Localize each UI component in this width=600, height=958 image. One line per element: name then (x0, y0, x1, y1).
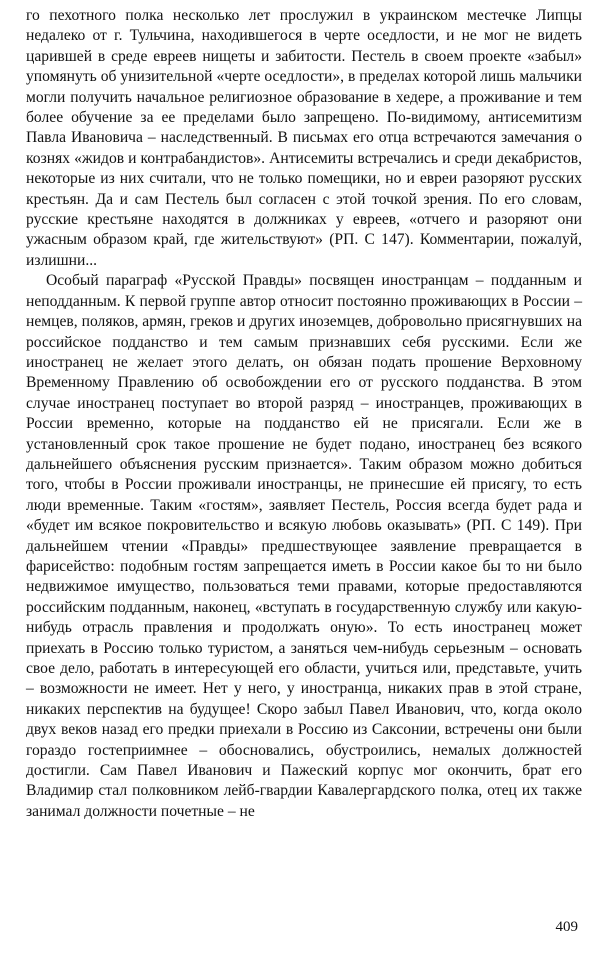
page-body (26, 6, 582, 822)
paragraph-1: го пехотного полка несколько лет прослужил в украинском местечке Липцы недалеко от г. Тульчина, находившегося в черте оседлости, и не мог не видеть царившей в среде евреев нищеты и забитости. Пестель в своем проекте «забыл» упомянуть об унизительной «черте оседлости», в пределах которой лишь мальчики могли получить начальное религиозное образование в хедере, а проживание и тем более обучение за ее пределами было запрещено. По-видимому, антисемитизм Павла Ивановича – наследственный. В письмах его отца встречаются замечания о кознях «жидов и контрабандистов». Антисемиты встречались и среди декабристов, некоторые из них считали, что не только помещики, но и евреи разоряют русских крестьян. Да и сам Пестель был согласен с этой точкой зрения. По его словам, русские крестьяне находятся в должниках у евреев, «отчего и разоряют они ужасным образом край, где жительствуют» (РП. С 147). Комментарии, пожалуй, излишни... (26, 7, 582, 269)
paragraph-2: Особый параграф «Русской Правды» посвящен иностранцам – подданным и неподданным. К первой группе автор относит постоянно проживающих в России – немцев, поляков, армян, греков и других иноземцев, добровольно присягнувших на российское подданство и тем самым признавших себя русскими. Если же иностранец не желает этого делать, он обязан подать прошение Верховному Временному Правлению об освобождении его от русского подданства. В этом случае иностранец поступает во второй разряд – иностранцев, проживающих в России временно, которые на подданство ей не присягали. Если же в установленный срок такое прошение не будет подано, иностранец без всякого дальнейшего объяснения русским признается». Таким образом можно добиться того, чтобы в России проживали иностранцы, не принесшие ей присягу, то есть люди временные. Таким «гостям», заявляет Пестель, Россия всегда будет рада и «будет им всякое покровительство и всякую любовь оказывать» (РП. С 149). При дальнейшем чтении «Правды» предшествующее заявление превращается в фарисейство: подобным гостям запрещается иметь в России какое бы то ни было недвижимое имущество, пользоваться теми правами, которые предоставляются российским подданным, наконец, «вступать в государственную службу или какую-нибудь отрасль правления и продолжать оную». То есть иностранец может приехать в Россию только туристом, а заняться чем-нибудь серьезным – основать свое дело, работать в интересующей его области, учиться или, представьте, учить – возможности не имеет. Нет у него, у иностранца, никаких прав в этой стране, никаких перспектив на будущее! Скоро забыл Павел Иванович, что, когда около двух веков назад его предки приехали в Россию из Саксонии, встречены они были гораздо гостеприимнее – обосновались, обустроились, немалых должностей достигли. Сам Павел Иванович и Пажеский корпус мог окончить, брат его Владимир стал полковником лейб-гвардии Кавалергардского полка, отец их также занимал должности почетные – не (26, 272, 582, 820)
page-number: 409 (555, 919, 578, 935)
